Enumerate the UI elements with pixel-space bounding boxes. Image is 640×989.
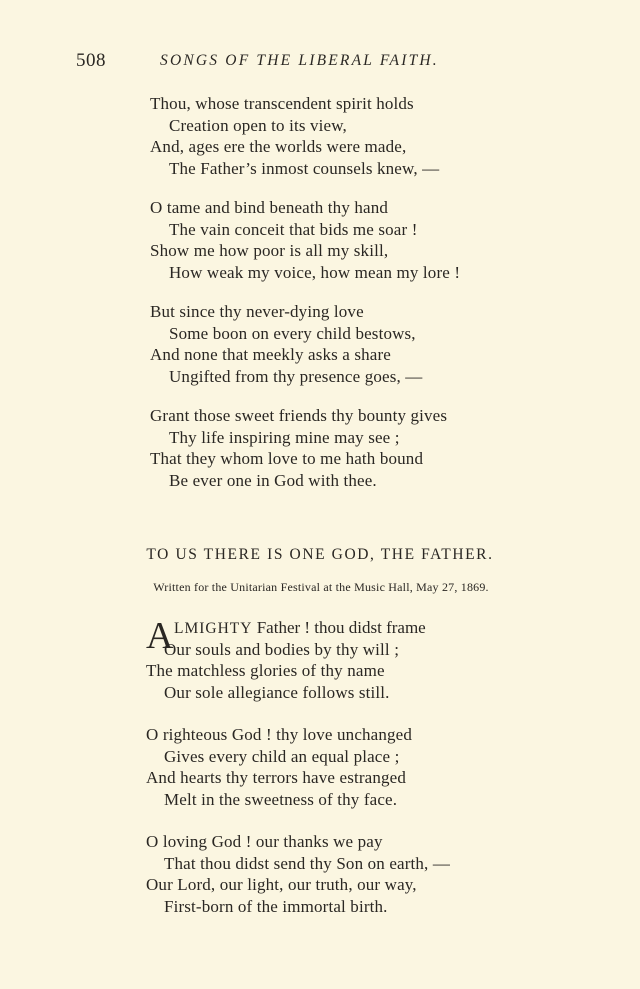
verse-line: The vain conceit that bids me soar ! bbox=[169, 219, 418, 239]
stanza bbox=[0, 405, 640, 491]
verse-line: Our sole allegiance follows still. bbox=[164, 682, 390, 702]
verse-line: Ungifted from thy presence goes, — bbox=[169, 366, 423, 386]
poem-one bbox=[0, 93, 640, 509]
stanza bbox=[0, 93, 640, 179]
section-title: TO US THERE IS ONE GOD, THE FATHER. bbox=[146, 546, 494, 563]
verse-line: And none that meekly asks a share bbox=[150, 345, 391, 364]
verse-line: O loving God ! our thanks we pay bbox=[146, 832, 383, 851]
verse-line: Show me how poor is all my skill, bbox=[150, 241, 389, 260]
verse-line: Thou, whose transcendent spirit holds bbox=[150, 94, 414, 113]
verse-line: The Father’s inmost counsels knew, — bbox=[169, 158, 440, 178]
verse-line: That they whom love to me hath bound bbox=[150, 449, 424, 468]
stanza bbox=[0, 831, 640, 917]
verse-line: Melt in the sweetness of thy face. bbox=[164, 789, 398, 809]
verse-line: The matchless glories of thy name bbox=[146, 661, 385, 680]
verse-line: How weak my voice, how mean my lore ! bbox=[169, 262, 461, 282]
verse-line: Grant those sweet friends thy bounty gives bbox=[150, 406, 448, 425]
verse-line: Some boon on every child bestows, bbox=[169, 323, 416, 343]
verse-line: First-born of the immortal birth. bbox=[164, 896, 388, 916]
verse-line: That thou didst send thy Son on earth, — bbox=[164, 853, 451, 873]
verse-line: Our Lord, our light, our truth, our way, bbox=[146, 875, 417, 894]
running-head: SONGS OF THE LIBERAL FAITH. bbox=[160, 52, 439, 69]
small-caps-word: LMIGHTY bbox=[174, 620, 253, 637]
page-header bbox=[76, 50, 496, 72]
verse-line: Thy life inspiring mine may see ; bbox=[169, 427, 400, 447]
verse-line: Gives every child an equal place ; bbox=[164, 746, 400, 766]
stanza bbox=[0, 617, 640, 703]
first-line-text bbox=[174, 617, 426, 640]
stanza bbox=[0, 724, 640, 810]
page-number: 508 bbox=[76, 50, 106, 71]
stanza bbox=[0, 197, 640, 283]
verse-line: But since thy never-dying love bbox=[150, 302, 364, 321]
poem-two bbox=[0, 617, 640, 938]
verse-line: O tame and bind beneath thy hand bbox=[150, 198, 389, 217]
verse-line: And hearts thy terrors have estranged bbox=[146, 768, 406, 787]
verse-line: O righteous God ! thy love unchanged bbox=[146, 725, 413, 744]
verse-line: Our souls and bodies by thy will ; bbox=[164, 639, 400, 659]
drop-cap: A bbox=[146, 615, 174, 657]
first-line-rest: Father ! thou didst frame bbox=[252, 618, 426, 637]
verse-line: Be ever one in God with thee. bbox=[169, 470, 377, 490]
verse-line: And, ages ere the worlds were made, bbox=[150, 137, 407, 156]
section-subtitle: Written for the Unitarian Festival at the Music Hall, May 27, 1869. bbox=[153, 580, 489, 594]
stanza bbox=[0, 301, 640, 387]
verse-line: Creation open to its view, bbox=[169, 115, 347, 135]
